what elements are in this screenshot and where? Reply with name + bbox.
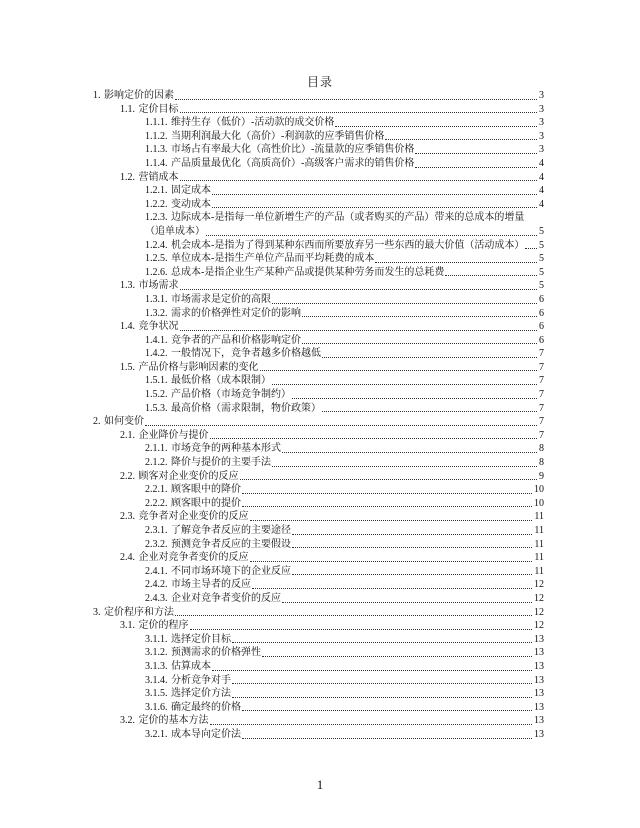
toc-dot-leader xyxy=(292,546,532,548)
toc-entry-title: 变动成本 xyxy=(171,198,211,210)
toc-entry-number: 1. xyxy=(93,90,101,101)
toc-entry-title: 分析竞争对手 xyxy=(171,674,231,686)
toc-entry-number: 2.3. xyxy=(120,511,135,523)
toc-entry-number: 1.5. xyxy=(120,361,135,373)
toc-entry-number: 2.2. xyxy=(120,470,135,482)
toc-entry-label xyxy=(145,157,414,171)
toc-dot-leader xyxy=(302,342,537,344)
toc-entry[interactable] xyxy=(93,388,544,402)
toc-entry-label xyxy=(120,279,179,293)
toc-entry-title: 竞争状况 xyxy=(138,321,179,333)
toc-entry[interactable] xyxy=(93,116,544,130)
toc-entry-page: 7 xyxy=(539,361,544,373)
toc-entry-title: 总成本-是指企业生产某种产品或提供某种劳务而发生的总耗费 xyxy=(171,266,445,278)
toc-entry-page: 4 xyxy=(539,185,544,197)
toc-entry-label xyxy=(145,592,281,606)
toc-dot-leader xyxy=(282,601,532,603)
toc-entry-number: 1.1.2. xyxy=(145,130,168,142)
toc-dot-leader xyxy=(272,383,537,385)
toc-entry[interactable] xyxy=(93,184,544,198)
toc-entry-title-continuation: （追单成本） xyxy=(145,225,205,237)
toc-entry-number: 1.2.2. xyxy=(145,198,168,210)
toc-entry-number: 1.2.3. xyxy=(145,212,168,224)
toc-entry-page: 3 xyxy=(539,130,544,142)
toc-entry-title: 定价的程序 xyxy=(138,620,189,632)
toc-entry[interactable] xyxy=(93,524,544,538)
toc-entry-page: 3 xyxy=(539,103,544,115)
toc-entry-title: 市场需求 xyxy=(138,280,179,292)
toc-entry-label xyxy=(145,347,321,361)
toc-entry[interactable] xyxy=(93,483,544,497)
toc-dot-leader xyxy=(292,573,532,575)
toc-dot-leader xyxy=(242,737,532,739)
toc-entry-label xyxy=(145,307,301,321)
toc-entry-label xyxy=(145,143,414,157)
toc-entry[interactable] xyxy=(93,565,544,579)
toc-entry-page: 6 xyxy=(539,321,544,333)
toc-entry[interactable] xyxy=(93,714,544,728)
toc-entry-page: 12 xyxy=(534,620,544,632)
toc-entry-label xyxy=(145,116,334,130)
toc-dot-leader xyxy=(302,315,537,317)
toc-entry-number: 1.1.3. xyxy=(145,144,168,156)
toc-entry-title: 产品质量最优化（高质高价）-高级客户需求的销售价格 xyxy=(171,157,415,169)
toc-entry-label xyxy=(145,524,291,538)
toc-entry-number: 1.2.1. xyxy=(145,185,168,197)
toc-dot-leader xyxy=(272,465,537,467)
toc-entry-page: 11 xyxy=(534,525,544,536)
toc-entry-page: 11 xyxy=(534,565,544,577)
toc-dot-leader xyxy=(175,614,532,616)
toc-entry-title: 成本导向定价法 xyxy=(171,728,241,740)
toc-entry[interactable] xyxy=(93,334,544,348)
toc-entry-title: 不同市场环境下的企业反应 xyxy=(171,565,291,577)
toc-entry-page: 11 xyxy=(534,552,544,564)
toc-entry[interactable] xyxy=(93,646,544,660)
toc-dot-leader xyxy=(262,655,532,657)
toc-entry-title: 固定成本 xyxy=(171,185,211,197)
toc-entry-page: 6 xyxy=(539,334,544,346)
toc-dot-leader xyxy=(210,723,533,725)
toc-entry-title: 定价程序和方法 xyxy=(104,606,174,618)
toc-entry-number: 3.1.1. xyxy=(145,633,168,645)
toc-entry-page: 13 xyxy=(534,633,544,645)
toc-entry-label xyxy=(120,103,179,117)
toc-dot-leader xyxy=(282,451,537,453)
toc-dot-leader xyxy=(242,492,532,494)
toc-entry[interactable] xyxy=(93,497,544,511)
toc-entry-page: 9 xyxy=(539,470,544,482)
toc-entry-label xyxy=(120,551,249,565)
toc-entry-page: 10 xyxy=(534,497,544,509)
toc-entry[interactable] xyxy=(93,293,544,307)
toc-entry-page: 4 xyxy=(539,198,544,210)
toc-entry-label xyxy=(120,470,239,484)
toc-entry-number: 1.2.5. xyxy=(145,253,168,265)
toc-entry-page: 7 xyxy=(539,389,544,401)
toc-dot-leader xyxy=(415,152,537,154)
toc-dot-leader xyxy=(206,234,537,236)
toc-entry-number: 3.1.2. xyxy=(145,647,168,659)
toc-entry[interactable] xyxy=(93,415,544,429)
toc-entry-title: 定价目标 xyxy=(138,103,179,115)
toc-entry-label xyxy=(145,456,271,470)
toc-entry[interactable] xyxy=(93,252,544,266)
toc-entry-title: 顾客眼中的提价 xyxy=(171,497,241,509)
toc-entry[interactable] xyxy=(93,701,544,715)
toc-entry-title: 市场占有率最大化（高性价比）-流量款的应季销售价格 xyxy=(171,144,415,156)
toc-entry-title: 需求的价格弹性对定价的影响 xyxy=(171,307,301,319)
toc-entry-label xyxy=(145,266,444,280)
toc-entry-label xyxy=(145,442,281,456)
toc-dot-leader xyxy=(210,437,538,439)
toc-entry-label xyxy=(145,660,211,674)
toc-dot-leader xyxy=(260,369,538,371)
toc-entry[interactable] xyxy=(93,606,544,620)
toc-entry[interactable] xyxy=(93,619,544,633)
toc-entry[interactable] xyxy=(93,538,544,552)
toc-entry-number: 2.4. xyxy=(120,552,135,564)
toc-entry-label xyxy=(145,538,291,552)
toc-dot-leader xyxy=(322,356,537,358)
toc-dot-leader xyxy=(212,669,532,671)
toc-entry[interactable] xyxy=(93,578,544,592)
toc-entry[interactable] xyxy=(93,157,544,171)
toc-entry[interactable] xyxy=(93,171,544,185)
toc-entry-number: 1.1.4. xyxy=(145,157,168,169)
toc-entry-title: 当期利润最大化（高价）-利润款的应季销售价格 xyxy=(171,130,385,142)
toc-entry-title: 顾客对企业变价的反应 xyxy=(138,470,239,482)
toc-entry-label xyxy=(93,415,144,429)
toc-entry-label xyxy=(120,171,179,185)
toc-entry[interactable] xyxy=(93,456,544,470)
toc-entry[interactable] xyxy=(93,279,544,293)
toc-entry-number: 1.2. xyxy=(120,171,135,183)
toc-dot-leader xyxy=(175,98,537,100)
toc-entry-page: 12 xyxy=(534,579,544,591)
toc-entry-page: 7 xyxy=(539,429,544,441)
toc-entry[interactable] xyxy=(93,320,544,334)
toc-entry-label xyxy=(145,198,211,212)
toc-entry-page: 11 xyxy=(534,538,544,550)
toc-entry-number: 2.3.1. xyxy=(145,525,168,536)
toc-dot-leader xyxy=(250,560,533,562)
toc-dot-leader xyxy=(190,628,533,630)
toc-entry[interactable] xyxy=(93,198,544,212)
toc-entry-page: 3 xyxy=(539,117,544,129)
toc-entry-page: 13 xyxy=(534,674,544,686)
toc-entry-label xyxy=(145,565,291,579)
toc-entry[interactable] xyxy=(93,211,544,238)
toc-entry-title: 维持生存（低价）-活动款的成交价格 xyxy=(171,117,335,129)
toc-entry-title: 一般情况下，竞争者越多价格越低 xyxy=(171,348,321,360)
page-number: 1 xyxy=(316,777,324,792)
toc-dot-leader xyxy=(232,641,532,643)
toc-entry-title: 估算成本 xyxy=(171,660,211,672)
toc-entry-title: 竞争者的产品和价格影响定价 xyxy=(171,334,301,346)
toc-entry[interactable] xyxy=(93,266,544,280)
toc-entry-label xyxy=(145,483,241,497)
toc-entry-label xyxy=(145,293,271,307)
toc-entry-title: 产品价格与影响因素的变化 xyxy=(138,361,259,373)
toc-dot-leader xyxy=(180,179,538,181)
toc-entry-number: 1.5.3. xyxy=(145,402,168,414)
toc-entry-page: 13 xyxy=(534,660,544,672)
toc-entry-page: 5 xyxy=(539,239,544,251)
toc-entry-label xyxy=(145,646,261,660)
toc-entry-page: 4 xyxy=(539,157,544,169)
toc-entry-title: 定价的基本方法 xyxy=(138,715,209,727)
toc-entry-number: 2.1.1. xyxy=(145,443,168,455)
toc-entry-number: 1.1.1. xyxy=(145,117,168,129)
toc-entry-number: 1.4.1. xyxy=(145,334,168,346)
toc-dot-leader xyxy=(445,274,537,276)
toc-entry-label xyxy=(145,687,231,701)
toc-entry-number: 3.2. xyxy=(120,715,135,727)
toc-entry-label xyxy=(120,714,209,728)
toc-entry-label xyxy=(145,130,384,144)
toc-entry-number: 3.1.6. xyxy=(145,701,168,713)
toc-entry[interactable] xyxy=(93,130,544,144)
toc-entry[interactable] xyxy=(93,361,544,375)
toc-entry[interactable] xyxy=(93,728,544,742)
toc-entry-page: 13 xyxy=(534,701,544,713)
toc-entry-label xyxy=(145,674,231,688)
toc-entry-line xyxy=(93,211,544,225)
toc-entry-title: 单位成本-是指生产单位产品而平均耗费的成本 xyxy=(171,253,375,265)
toc-entry-title: 了解竞争者反应的主要途径 xyxy=(171,525,291,536)
toc-entry-page: 6 xyxy=(539,307,544,319)
toc-entry[interactable] xyxy=(93,592,544,606)
toc-entry[interactable] xyxy=(93,239,544,253)
toc-entry-page: 13 xyxy=(534,688,544,700)
toc-entry-title: 预测竞争者反应的主要假设 xyxy=(171,538,291,550)
toc-dot-leader xyxy=(252,587,532,589)
toc-entry-title: 企业对竞争者变价的反应 xyxy=(171,592,281,604)
toc-dot-leader xyxy=(415,166,537,168)
toc-entry-number: 2.2.1. xyxy=(145,484,168,496)
toc-entry-number: 2.4.3. xyxy=(145,592,168,604)
toc-dot-leader xyxy=(145,424,537,426)
toc-entry-title: 竞争者对企业变价的反应 xyxy=(138,511,249,523)
toc-entry-title: 降价与提价的主要手法 xyxy=(171,457,271,469)
toc-entry-label xyxy=(120,510,249,524)
toc-dot-leader xyxy=(232,682,532,684)
toc-entry[interactable] xyxy=(93,442,544,456)
toc-entry-title: 机会成本-是指为了得到某种东西而所要放弃另一些东西的最大价值（活动成本） xyxy=(171,239,525,251)
toc-entry-page: 10 xyxy=(534,484,544,496)
toc-entry[interactable] xyxy=(93,89,544,103)
table-of-contents xyxy=(93,89,544,742)
toc-entry-page: 7 xyxy=(539,402,544,414)
toc-entry-label xyxy=(145,388,291,402)
toc-entry-page: 13 xyxy=(534,715,544,727)
toc-entry[interactable] xyxy=(93,103,544,117)
toc-entry[interactable] xyxy=(93,660,544,674)
toc-entry-page: 3 xyxy=(539,90,544,101)
toc-dot-leader xyxy=(212,193,537,195)
toc-entry-page: 7 xyxy=(539,416,544,428)
toc-entry-label xyxy=(145,239,524,253)
toc-entry-title: 选择定价方法 xyxy=(171,688,231,700)
toc-entry-title: 确定最终的价格 xyxy=(171,701,241,713)
toc-dot-leader xyxy=(180,288,538,290)
toc-entry-label xyxy=(120,619,189,633)
toc-entry-number: 2.3.2. xyxy=(145,538,168,550)
toc-entry-title: 企业降价与提价 xyxy=(138,429,209,441)
toc-entry-number: 1.3.2. xyxy=(145,307,168,319)
toc-entry-page: 3 xyxy=(539,144,544,156)
toc-entry-number: 2.2.2. xyxy=(145,497,168,509)
toc-entry-number: 1.4. xyxy=(120,321,135,333)
toc-entry-number: 2.1.2. xyxy=(145,457,168,469)
toc-entry[interactable] xyxy=(93,510,544,524)
toc-entry-label xyxy=(145,728,241,742)
toc-title: 目录 xyxy=(306,75,333,89)
toc-entry-title: 最高价格（需求限制，物价政策） xyxy=(171,402,321,414)
toc-entry-label xyxy=(145,334,301,348)
toc-entry-title: 企业对竞争者变价的反应 xyxy=(138,552,249,564)
toc-dot-leader xyxy=(322,410,537,412)
toc-dot-leader xyxy=(250,519,533,521)
toc-dot-leader xyxy=(242,505,532,507)
toc-entry-page: 13 xyxy=(534,728,544,740)
toc-entry[interactable] xyxy=(93,551,544,565)
toc-dot-leader xyxy=(385,138,537,140)
toc-entry-title: 产品价格（市场竞争制约） xyxy=(171,389,291,401)
toc-entry-label xyxy=(145,633,231,647)
toc-entry-page: 11 xyxy=(534,511,544,523)
toc-entry-title: 顾客眼中的降价 xyxy=(171,484,241,496)
toc-entry-label xyxy=(145,701,241,715)
toc-entry[interactable] xyxy=(93,429,544,443)
toc-entry-number: 1.2.4. xyxy=(145,239,168,251)
toc-entry-number: 3.1.5. xyxy=(145,688,168,700)
toc-entry-number: 3.2.1. xyxy=(145,728,168,740)
toc-entry-label xyxy=(145,374,271,388)
toc-entry-page: 5 xyxy=(539,253,544,265)
toc-entry-title: 影响定价的因素 xyxy=(104,90,174,101)
toc-entry-number: 1.5.2. xyxy=(145,389,168,401)
toc-entry-label xyxy=(120,320,179,334)
toc-entry[interactable] xyxy=(93,307,544,321)
toc-dot-leader xyxy=(242,709,532,711)
toc-entry[interactable] xyxy=(93,687,544,701)
toc-entry-title: 选择定价目标 xyxy=(171,633,231,645)
toc-entry-title: 营销成本 xyxy=(138,171,179,183)
toc-entry-page: 5 xyxy=(539,266,544,278)
toc-entry-title: 最低价格（成本限制） xyxy=(171,375,271,387)
toc-entry-label xyxy=(145,497,241,511)
toc-entry[interactable] xyxy=(93,374,544,388)
toc-entry-title: 边际成本-是指每一单位新增生产的产品（或者购买的产品）带来的总成本的增量 xyxy=(171,212,525,224)
toc-entry[interactable] xyxy=(93,470,544,484)
toc-entry-page: 8 xyxy=(539,443,544,455)
toc-dot-leader xyxy=(240,478,538,480)
toc-entry[interactable] xyxy=(93,143,544,157)
toc-dot-leader xyxy=(525,247,537,249)
toc-entry-number: 1.4.2. xyxy=(145,348,168,360)
toc-entry-line xyxy=(93,225,544,239)
toc-entry-number: 2. xyxy=(93,416,101,428)
toc-entry-number: 1.3. xyxy=(120,280,135,292)
toc-entry-number: 3.1.4. xyxy=(145,674,168,686)
toc-entry-label xyxy=(145,252,374,266)
toc-entry-number: 1.3.1. xyxy=(145,293,168,305)
toc-entry-label xyxy=(93,89,174,103)
toc-entry-label xyxy=(93,606,174,620)
toc-entry-page: 12 xyxy=(534,606,544,618)
toc-entry-page: 6 xyxy=(539,293,544,305)
toc-entry-number: 3.1. xyxy=(120,620,135,632)
toc-entry-number: 1.1. xyxy=(120,103,135,115)
toc-entry[interactable] xyxy=(93,674,544,688)
toc-dot-leader xyxy=(335,125,537,127)
toc-dot-leader xyxy=(180,111,538,113)
toc-entry-page: 7 xyxy=(539,375,544,387)
toc-entry-page: 12 xyxy=(534,592,544,604)
toc-entry-number: 2.1. xyxy=(120,429,135,441)
toc-dot-leader xyxy=(292,533,532,535)
toc-entry-title: 市场竞争的两种基本形式 xyxy=(171,443,281,455)
toc-entry-number: 2.4.2. xyxy=(145,579,168,591)
toc-entry-page: 4 xyxy=(539,171,544,183)
toc-entry-number: 3.1.3. xyxy=(145,660,168,672)
toc-dot-leader xyxy=(212,206,537,208)
toc-entry-label xyxy=(145,184,211,198)
toc-entry-number: 3. xyxy=(93,606,101,618)
toc-entry-title: 预测需求的价格弹性 xyxy=(171,647,261,659)
toc-entry-title: 市场主导者的反应 xyxy=(171,579,251,591)
toc-entry-page: 7 xyxy=(539,348,544,360)
toc-entry-label xyxy=(120,361,259,375)
toc-entry[interactable] xyxy=(93,347,544,361)
toc-entry-label xyxy=(145,578,251,592)
toc-entry-page: 13 xyxy=(534,647,544,659)
toc-entry-page: 5 xyxy=(539,225,544,237)
toc-dot-leader xyxy=(180,329,538,331)
toc-dot-leader xyxy=(272,302,537,304)
toc-dot-leader xyxy=(375,261,537,263)
toc-entry-number: 1.2.6. xyxy=(145,266,168,278)
toc-dot-leader xyxy=(232,696,532,698)
toc-entry-label xyxy=(145,211,524,225)
toc-entry-title: 如何变价 xyxy=(104,416,144,428)
toc-entry[interactable] xyxy=(93,633,544,647)
toc-dot-leader xyxy=(292,397,537,399)
toc-entry-title: 市场需求是定价的高限 xyxy=(171,293,271,305)
toc-entry-page: 8 xyxy=(539,457,544,469)
toc-entry-number: 1.5.1. xyxy=(145,375,168,387)
toc-entry[interactable] xyxy=(93,402,544,416)
toc-entry-page: 5 xyxy=(539,280,544,292)
toc-entry-label xyxy=(120,429,209,443)
toc-entry-number: 2.4.1. xyxy=(145,565,168,577)
toc-entry-label xyxy=(145,402,321,416)
